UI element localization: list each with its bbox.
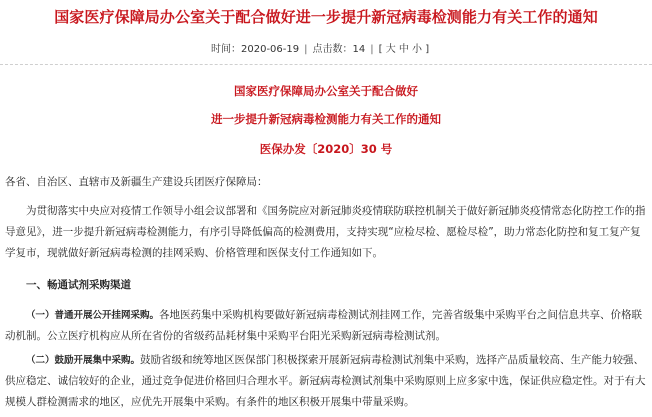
publish-date: 时间：2020-06-19	[211, 44, 300, 55]
item-lead: （二）鼓励开展集中采购。	[26, 355, 141, 366]
document-heading-line1: 国家医疗保障局办公室关于配合做好	[234, 84, 418, 98]
article-meta	[211, 43, 429, 57]
salutation: 各省、自治区、直辖市及新疆生产建设兵团医疗保障局：	[5, 176, 268, 188]
section-heading: 一、畅通试剂采购渠道	[26, 279, 131, 291]
document-number: 医保办发〔2020〕30 号	[259, 142, 393, 156]
header-divider	[0, 64, 652, 65]
font-size-switcher[interactable]: [ 大 中 小 ]	[378, 44, 430, 55]
view-count: 点击数：14	[312, 44, 366, 55]
meta-separator: |	[304, 44, 308, 55]
list-item	[5, 305, 647, 347]
item-text: 鼓励省级和统筹地区医保部门积极探索开展新冠病毒检测试剂集中采购，选择产品质量较高、生产能力较强、供应稳定、诚信较好的企业，通过竞争促进价格回归合理水平。新冠病毒检测试剂集中采购原则上应多家中选，保证供应稳定性。对于有大规模人群检测需求的地区，应优先开展集中采购。有条件的地区积极开展集中带量采购。	[5, 354, 646, 408]
intro-paragraph: 为贯彻落实中央应对疫情工作领导小组会议部署和《国务院应对新冠肺炎疫情联防联控机制关于做好新冠肺炎疫情常态化防控工作的指导意见》，进一步提升新冠病毒检测能力，有序引导降低偏高的检测费用，支持实现“应检尽检、愿检尽检”，助力常态化防控和复工复产复学复市，现就做好新冠病毒检测的挂网采购、价格管理和医保支付工作通知如下。	[5, 205, 646, 259]
item-text: 各地医药集中采购机构要做好新冠病毒检测试剂挂网工作，完善省级集中采购平台之间信息共享、价格联动机制。公立医疗机构应从所在省份的省级药品耗材集中采购平台阳光采购新冠病毒检测试剂。	[5, 309, 643, 342]
item-lead: （一）普通开展公开挂网采购。	[26, 310, 160, 321]
list-item	[5, 350, 647, 413]
document-heading-line2: 进一步提升新冠病毒检测能力有关工作的通知	[211, 112, 441, 126]
page-title: 国家医疗保障局办公室关于配合做好进一步提升新冠病毒检测能力有关工作的通知	[54, 8, 598, 26]
meta-separator: |	[370, 44, 374, 55]
